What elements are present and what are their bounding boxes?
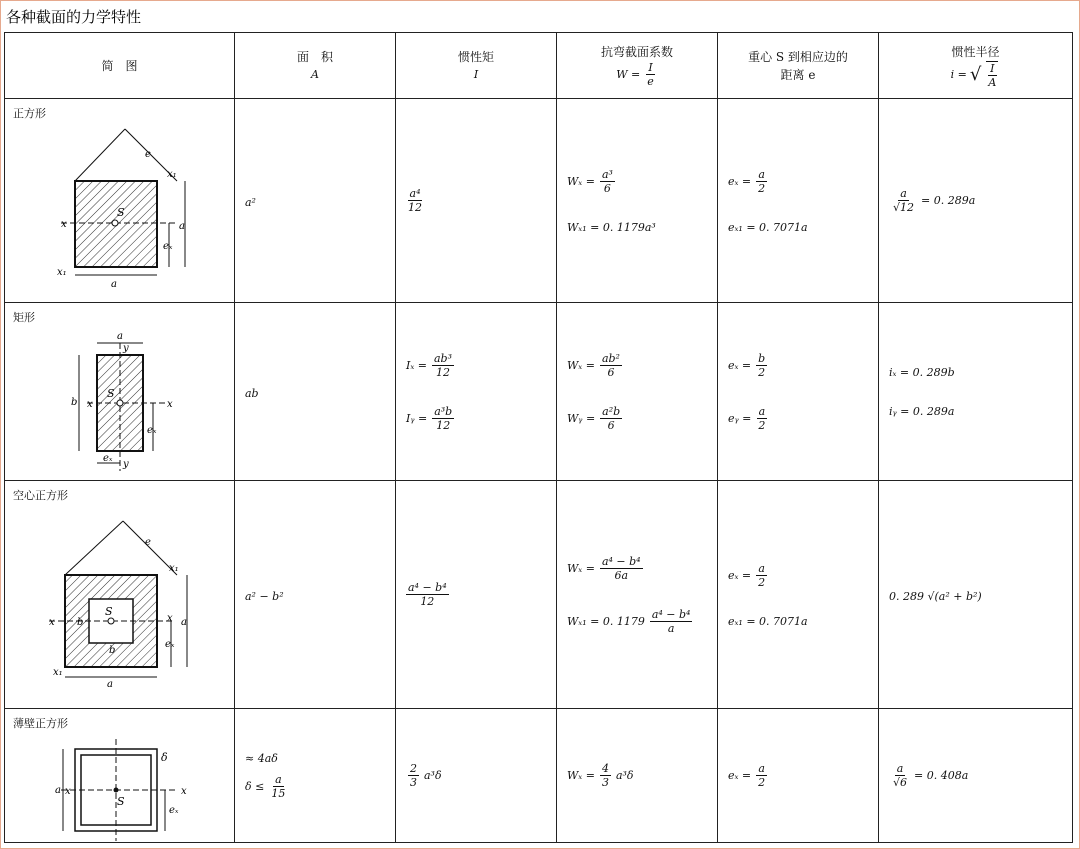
inertia-cell: Iₓ = $\frac{\text{ab³}}{12}$ Iᵧ = $\frac{\text{a³b}}{12}$: [396, 303, 557, 481]
svg-text:x: x: [87, 399, 93, 410]
table-row: [5, 303, 1073, 481]
svg-text:b: b: [109, 645, 116, 656]
header-centroid-distance: 重心 S 到相应边的 距离 e: [718, 33, 879, 99]
row-label: 薄壁正方形: [13, 717, 68, 730]
svg-text:eₓ: eₓ: [165, 639, 175, 650]
svg-text:a: a: [181, 617, 187, 628]
svg-text:b: b: [71, 397, 78, 408]
square-section-diagram: [5, 99, 235, 303]
svg-text:S: S: [117, 795, 125, 808]
svg-text:S: S: [107, 387, 115, 400]
svg-text:x: x: [61, 219, 67, 230]
svg-text:x₁: x₁: [53, 667, 63, 678]
distance-cell: eₓ = $\frac{a}{2}$ eₓ₁ = 0. 7071a: [718, 99, 879, 303]
diagram-cell: [5, 99, 235, 303]
thin-wall-square-diagram: [5, 709, 235, 843]
modulus-cell: Wₓ = $\frac{\text{a³}}{6}$ Wₓ₁ = 0. 1179a³: [557, 99, 718, 303]
svg-text:b: b: [77, 617, 84, 628]
svg-text:x₁: x₁: [167, 169, 177, 180]
header-section-modulus: 抗弯截面系数 W = $\frac{I}{e}$: [557, 33, 718, 99]
diagram-cell: [5, 303, 235, 481]
svg-text:a: a: [179, 221, 185, 232]
row-label: 矩形: [13, 311, 35, 324]
svg-text:S: S: [117, 206, 125, 219]
radius-cell: $\frac{a}{√12}$ = 0. 289a: [879, 99, 1073, 303]
svg-text:eₓ: eₓ: [103, 453, 113, 464]
diagram-cell: [5, 709, 235, 843]
table-row: [5, 99, 1073, 303]
header-area: 面 积 A: [235, 33, 396, 99]
area-cell: ab: [235, 303, 396, 481]
svg-text:a: a: [117, 331, 123, 342]
table-row: [5, 481, 1073, 709]
svg-text:δ: δ: [161, 751, 168, 764]
svg-text:y: y: [123, 343, 129, 354]
inertia-cell: $\frac{\text{a⁴ − b⁴}}{12}$: [396, 481, 557, 709]
modulus-cell: Wₓ = $\frac{4}{3}$ a³δ: [557, 709, 718, 843]
row-label: 正方形: [13, 107, 46, 120]
svg-text:x₁: x₁: [169, 563, 179, 574]
svg-text:S: S: [105, 605, 113, 618]
svg-text:x: x: [65, 786, 71, 797]
modulus-cell: Wₓ = $\frac{\text{ab²}}{6}$ Wᵧ = $\frac{\text{a²b}}{6}$: [557, 303, 718, 481]
svg-text:a: a: [111, 279, 117, 290]
page-title: 各种截面的力学特性: [6, 8, 142, 26]
area-cell: a²: [235, 99, 396, 303]
radius-cell: 0. 289 √(a² + b²): [879, 481, 1073, 709]
area-cell: a² − b²: [235, 481, 396, 709]
svg-text:a: a: [55, 785, 61, 796]
svg-text:x: x: [167, 613, 173, 624]
svg-text:e: e: [145, 537, 151, 548]
diagram-cell: [5, 481, 235, 709]
modulus-cell: Wₓ = $\frac{\text{a⁴ − b⁴}}{6a}$ Wₓ₁ = 0. 1179 $\frac{\text{a⁴ − b⁴}}{a}$: [557, 481, 718, 709]
distance-cell: eₓ = $\frac{b}{2}$ eᵧ = $\frac{a}{2}$: [718, 303, 879, 481]
svg-text:x: x: [181, 786, 187, 797]
header-radius-gyration: 惯性半径 i = √ $\frac{I}{A}$: [879, 33, 1073, 99]
svg-text:e: e: [145, 149, 151, 160]
svg-text:eₓ: eₓ: [147, 425, 157, 436]
inertia-cell: $\frac{\text{a⁴}}{12}$: [396, 99, 557, 303]
inertia-cell: $\frac{2}{3}$ a³δ: [396, 709, 557, 843]
radius-cell: $\frac{a}{√6}$ = 0. 408a: [879, 709, 1073, 843]
distance-cell: eₓ = $\frac{a}{2}$: [718, 709, 879, 843]
distance-cell: eₓ = $\frac{a}{2}$ eₓ₁ = 0. 7071a: [718, 481, 879, 709]
svg-text:x₁: x₁: [57, 267, 67, 278]
svg-text:x: x: [49, 617, 55, 628]
header-inertia: 惯性矩 I: [396, 33, 557, 99]
rectangle-section-diagram: [5, 303, 235, 481]
section-properties-table: [4, 32, 1073, 843]
svg-text:x: x: [167, 399, 173, 410]
hollow-square-section-diagram: [5, 481, 235, 709]
radius-cell: iₓ = 0. 289b iᵧ = 0. 289a: [879, 303, 1073, 481]
header-diagram: 简 图: [5, 33, 235, 99]
svg-text:eₓ: eₓ: [169, 805, 179, 816]
area-cell: ≈ 4aδ δ ≤ $\frac{a}{15}$: [235, 709, 396, 843]
table-row: [5, 709, 1073, 843]
svg-text:a: a: [107, 679, 113, 690]
row-label: 空心正方形: [13, 489, 68, 502]
header-row: [5, 33, 1073, 99]
svg-text:y: y: [123, 459, 129, 470]
svg-text:eₓ: eₓ: [163, 241, 173, 252]
